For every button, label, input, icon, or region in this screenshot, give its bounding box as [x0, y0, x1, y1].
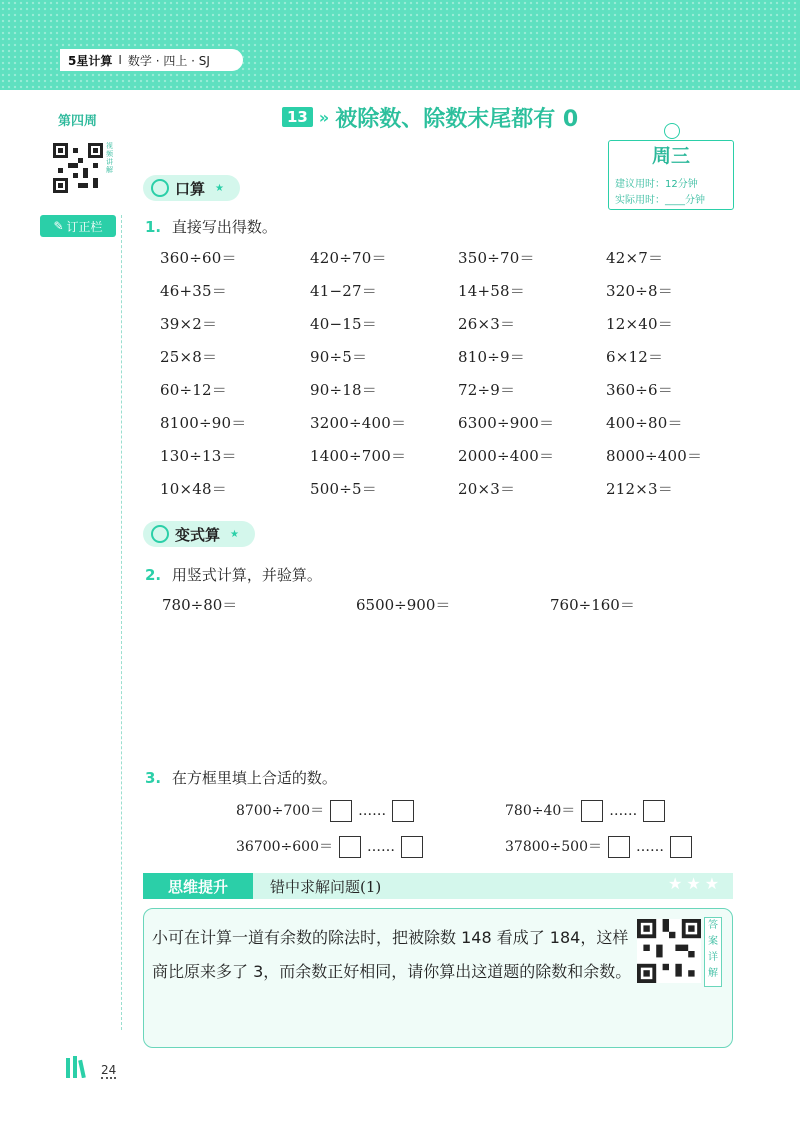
star-icon: ★: [215, 182, 224, 194]
calc-item: 1400÷700＝: [310, 447, 407, 465]
calc-item: 26×3＝: [458, 315, 516, 333]
question-1-title: [145, 216, 277, 237]
question-2-title: [145, 564, 322, 585]
page-header: [0, 0, 800, 90]
calc-item: 360÷60＝: [160, 249, 237, 267]
calc-item: 25×8＝: [160, 348, 218, 366]
question-number: 2.: [145, 566, 162, 584]
question-3-title: [145, 767, 337, 788]
calc-item: 41−27＝: [310, 282, 377, 300]
fill-expression: 36700÷600＝: [236, 839, 333, 855]
qr-label: 视频讲解: [106, 142, 113, 174]
calc-item: 10×48＝: [160, 480, 227, 498]
answer-qr-code[interactable]: [637, 919, 701, 983]
remainder-box[interactable]: [401, 836, 423, 858]
section-badge-oral: [143, 175, 240, 201]
fill-expression: 780÷40＝: [505, 803, 576, 819]
problem-text: 小可在计算一道有余数的除法时，把被除数 148 看成了 184，这样商比原来多了 3，而余数正好相同，请你算出这道题的除数和余数。: [152, 928, 632, 981]
lesson-number: 13: [282, 107, 313, 127]
books-icon: [64, 1056, 92, 1078]
calc-item: 420÷70＝: [310, 249, 387, 267]
star-icon: ★★★: [668, 874, 724, 893]
quotient-box[interactable]: [608, 836, 630, 858]
quotient-box[interactable]: [339, 836, 361, 858]
calc-item: 60÷12＝: [160, 381, 227, 399]
remainder-box[interactable]: [392, 800, 414, 822]
answer-qr-label: 答案详解: [704, 917, 722, 987]
correction-column-tag: [40, 215, 116, 237]
fill-item: [236, 800, 420, 822]
double-chevron-icon: »: [318, 107, 330, 127]
pencil-icon: ✎: [53, 219, 64, 233]
ellipsis: ……: [358, 803, 387, 819]
calc-item: 8100÷90＝: [160, 414, 247, 432]
calc-item: 212×3＝: [606, 480, 673, 498]
quotient-box[interactable]: [330, 800, 352, 822]
remainder-box[interactable]: [670, 836, 692, 858]
question-text: 在方框里填上合适的数。: [171, 769, 337, 787]
calc-item: 6300÷900＝: [458, 414, 555, 432]
vertical-calc-item: 780÷80＝: [162, 596, 238, 614]
lesson-title-text: 被除数、除数末尾都有 0: [335, 106, 579, 132]
thinking-label: 思维提升: [143, 873, 253, 899]
quotient-box[interactable]: [581, 800, 603, 822]
correction-label: 订正栏: [66, 219, 103, 234]
remainder-box[interactable]: [643, 800, 665, 822]
book-title: 5星计算: [68, 53, 113, 68]
day-card: [608, 140, 734, 210]
calc-item: 130÷13＝: [160, 447, 237, 465]
fill-item: [505, 836, 698, 858]
question-text: 直接写出得数。: [171, 218, 277, 236]
calc-item: 810÷9＝: [458, 348, 525, 366]
question-text: 用竖式计算，并验算。: [171, 566, 322, 584]
week-label: 第四周: [58, 114, 98, 129]
calc-item: 320÷8＝: [606, 282, 673, 300]
video-qr-code[interactable]: [52, 143, 104, 193]
fill-item: [236, 836, 429, 858]
calc-item: 3200÷400＝: [310, 414, 407, 432]
question-number: 1.: [145, 218, 162, 236]
pin-icon: [664, 123, 680, 139]
calc-item: 90÷5＝: [310, 348, 368, 366]
suggested-time: 建议用时：12分钟: [615, 179, 698, 190]
fill-item: [505, 800, 671, 822]
question-number: 3.: [145, 769, 162, 787]
section-badge-variant: [143, 521, 255, 547]
calc-item: 46+35＝: [160, 282, 227, 300]
day-label: 周三: [651, 145, 690, 167]
vertical-calc-item: 6500÷900＝: [356, 596, 451, 614]
ellipsis: ……: [609, 803, 638, 819]
calc-item: 39×2＝: [160, 315, 218, 333]
calc-item: 350÷70＝: [458, 249, 535, 267]
header-book-info: [60, 49, 243, 71]
page-number: 24: [101, 1063, 117, 1077]
lesson-title: [282, 103, 578, 131]
ellipsis: ……: [636, 839, 664, 855]
calc-item: 72÷9＝: [458, 381, 516, 399]
oral-calc-grid: [160, 246, 760, 501]
star-icon: ★: [230, 528, 239, 540]
margin-divider: [121, 215, 122, 1030]
calc-item: 400÷80＝: [606, 414, 683, 432]
target-icon: [151, 525, 169, 543]
ellipsis: ……: [367, 839, 395, 855]
calc-item: 20×3＝: [458, 480, 516, 498]
stopwatch-icon: [151, 179, 169, 197]
vertical-calc-item: 760÷160＝: [550, 596, 635, 614]
calc-item: 6×12＝: [606, 348, 664, 366]
calc-item: 500÷5＝: [310, 480, 377, 498]
actual-time: 实际用时：____分钟: [615, 195, 705, 206]
badge-label: 变式算: [175, 525, 221, 544]
calc-item: 90÷18＝: [310, 381, 377, 399]
header-separator: I: [118, 53, 122, 67]
calc-item: 40−15＝: [310, 315, 377, 333]
calc-item: 14+58＝: [458, 282, 525, 300]
fill-expression: 8700÷700＝: [236, 803, 325, 819]
calc-item: 2000÷400＝: [458, 447, 555, 465]
subject-label: 数学 · 四上 · SJ: [127, 53, 210, 68]
calc-item: 42×7＝: [606, 249, 664, 267]
fill-expression: 37800÷500＝: [505, 839, 602, 855]
calc-item: 360÷6＝: [606, 381, 673, 399]
calc-item: 12×40＝: [606, 315, 673, 333]
thinking-topic: 错中求解问题(1): [270, 878, 382, 896]
calc-item: 8000÷400＝: [606, 447, 703, 465]
badge-label: 口算: [175, 179, 206, 198]
problem-box: [143, 908, 733, 1048]
